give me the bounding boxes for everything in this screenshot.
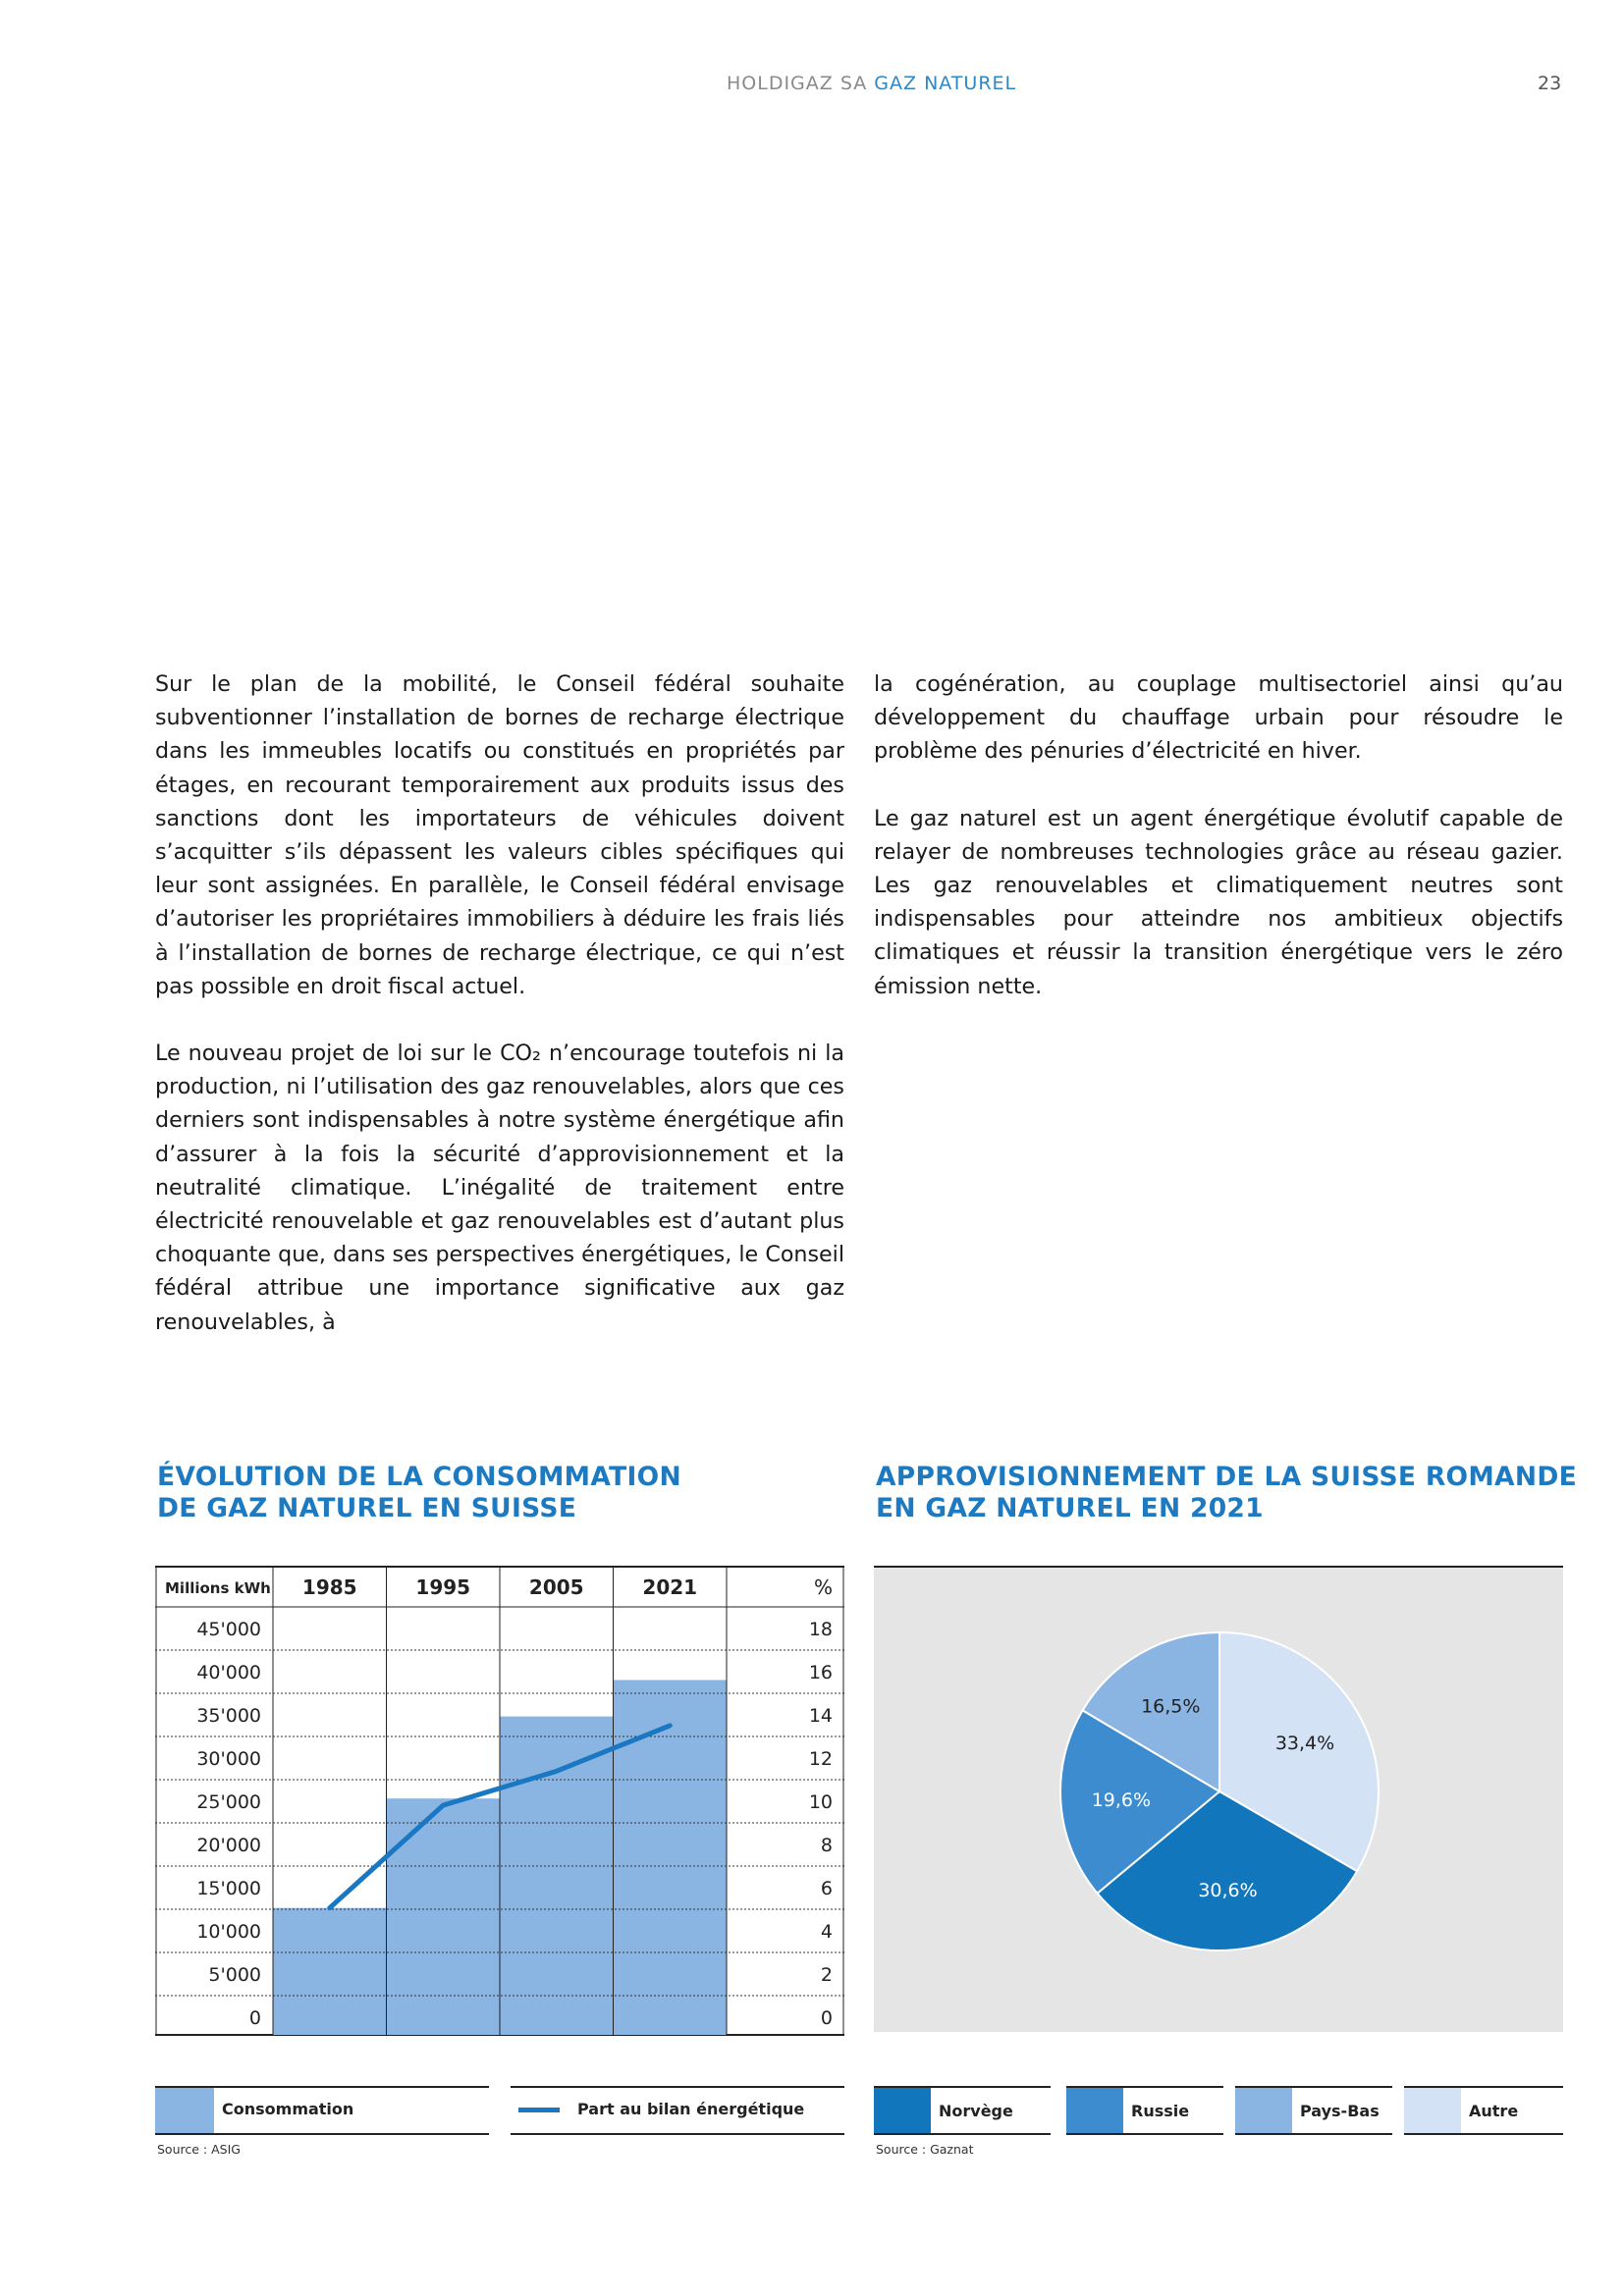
supply-pie-panel	[874, 1566, 1563, 2032]
left-tick-label: 20'000	[196, 1835, 261, 1856]
left-tick-label: 5'000	[208, 1964, 261, 1986]
page-number: 23	[1538, 73, 1562, 94]
right-tick-label: 18	[808, 1619, 833, 1640]
supply-chart-title-line2: EN GAZ NATUREL EN 2021	[876, 1493, 1264, 1523]
pie-label: 19,6%	[1091, 1789, 1152, 1812]
right-tick-label: 6	[820, 1878, 833, 1899]
consumption-bar	[500, 1717, 614, 2035]
left-tick-label: 35'000	[196, 1705, 261, 1727]
consumption-chart-title-line2: DE GAZ NATUREL EN SUISSE	[157, 1493, 577, 1523]
legend-swatch-autre	[1404, 2088, 1461, 2133]
right-tick-label: 4	[820, 1921, 833, 1943]
left-tick-label: 10'000	[196, 1921, 261, 1943]
category-label: 2005	[528, 1575, 584, 1599]
right-tick-label: 16	[808, 1662, 833, 1683]
left-tick-label: 30'000	[196, 1748, 261, 1770]
right-tick-label: 2	[820, 1964, 833, 1986]
source-gaznat: Source : Gaznat	[876, 2142, 974, 2157]
legend-norvege	[874, 2086, 1051, 2135]
source-asig: Source : ASIG	[157, 2142, 241, 2157]
paragraph: Le gaz naturel est un agent énergétique évolutif capable de relayer de nombreuses technologies grâce au réseau gazier. Les gaz renouvelables et climatiquement neutres sont indispensables pour atteindre nos ambitieux objectifs climatiques et réussir la transition énergétique vers le zéro émission nette.	[874, 805, 1563, 999]
consumption-bar	[614, 1680, 728, 2035]
legend-label-russie: Russie	[1131, 2102, 1190, 2120]
consumption-chart-title	[157, 1462, 681, 1524]
paragraph: Sur le plan de la mobilité, le Conseil fédéral souhaite subventionner l’installation de bornes de recharge électrique dans les immeubles locatifs ou constitués en propriétés par étages, en recourant temporairement aux produits issus des sanctions dont les importateurs de véhicules doivent s’acquitter s’ils dépassent les valeurs cibles spécifiques qui leur sont assignées. En parallèle, le Conseil fédéral envisage d’autoriser les propriétaires immobiliers à déduire les frais liés à l’installation de bornes de recharge électrique, ce qui n’est pas possible en droit fiscal actuel.	[155, 671, 844, 999]
legend-label-norvege: Norvège	[939, 2102, 1013, 2120]
legend-swatch-consumption	[155, 2088, 214, 2133]
paragraph: Le nouveau projet de loi sur le CO₂ n’encourage toutefois ni la production, ni l’utilisation des gaz renouvelables, alors que ces derniers sont indispensables à notre système énergétique afin d’assurer à la fois la sécurité d’approvisionnement et la neutralité climatique. L’inégalité de traitement entre électricité renouvelable et gaz renouvelables est d’autant plus choquante que, dans ses perspectives énergétiques, le Conseil fédéral attribue une importance significative aux gaz renouvelables, à	[155, 1041, 844, 1335]
header-section: GAZ NATUREL	[874, 73, 1017, 94]
category-label: 1985	[301, 1575, 357, 1599]
header-brand: HOLDIGAZ SA	[727, 73, 868, 94]
right-tick-label: 10	[808, 1791, 833, 1813]
right-tick-label: 8	[820, 1835, 833, 1856]
left-tick-label: 15'000	[196, 1878, 261, 1899]
legend-autre	[1404, 2086, 1563, 2135]
right-tick-label: 0	[820, 2007, 833, 2029]
legend-label-autre: Autre	[1469, 2102, 1519, 2120]
supply-chart-title-line1: APPROVISIONNEMENT DE LA SUISSE ROMANDE	[876, 1462, 1578, 1492]
paragraph: la cogénération, au couplage multisectoriel ainsi qu’au développement du chauffage urbain pour résoudre le problème des pénuries d’électricité en hiver.	[874, 671, 1563, 765]
left-axis-label: Millions kWh	[165, 1579, 271, 1597]
consumption-chart-title-line1: ÉVOLUTION DE LA CONSOMMATION	[157, 1462, 681, 1492]
consumption-bar	[273, 1908, 387, 2035]
left-tick-label: 40'000	[196, 1662, 261, 1683]
legend-pays-bas	[1235, 2086, 1392, 2135]
category-label: 2021	[642, 1575, 698, 1599]
left-tick-label: 25'000	[196, 1791, 261, 1813]
legend-swatch-pays-bas	[1235, 2088, 1292, 2133]
right-text-column	[874, 667, 1563, 1037]
pie-label: 16,5%	[1141, 1695, 1201, 1718]
left-text-column	[155, 667, 844, 1372]
legend-label-consumption: Consommation	[222, 2100, 354, 2118]
consumption-chart	[155, 1566, 844, 2037]
right-tick-label: 14	[808, 1705, 833, 1727]
legend-consumption	[155, 2086, 489, 2135]
legend-label-share: Part au bilan énergétique	[577, 2100, 805, 2118]
left-tick-label: 45'000	[196, 1619, 261, 1640]
consumption-bar	[387, 1798, 501, 2035]
legend-swatch-norvege	[874, 2088, 931, 2133]
right-tick-label: 12	[808, 1748, 833, 1770]
pie-label: 33,4%	[1274, 1732, 1335, 1754]
left-tick-label: 0	[248, 2007, 261, 2029]
legend-share	[511, 2086, 844, 2135]
right-axis-label: %	[813, 1575, 833, 1599]
legend-label-pays-bas: Pays-Bas	[1300, 2102, 1380, 2120]
legend-swatch-russie	[1066, 2088, 1123, 2133]
legend-russie	[1066, 2086, 1223, 2135]
category-label: 1995	[415, 1575, 471, 1599]
running-header	[727, 73, 1016, 94]
legend-swatch-share	[518, 2108, 560, 2112]
pie-label: 30,6%	[1198, 1880, 1258, 1902]
supply-chart-title	[876, 1462, 1577, 1524]
